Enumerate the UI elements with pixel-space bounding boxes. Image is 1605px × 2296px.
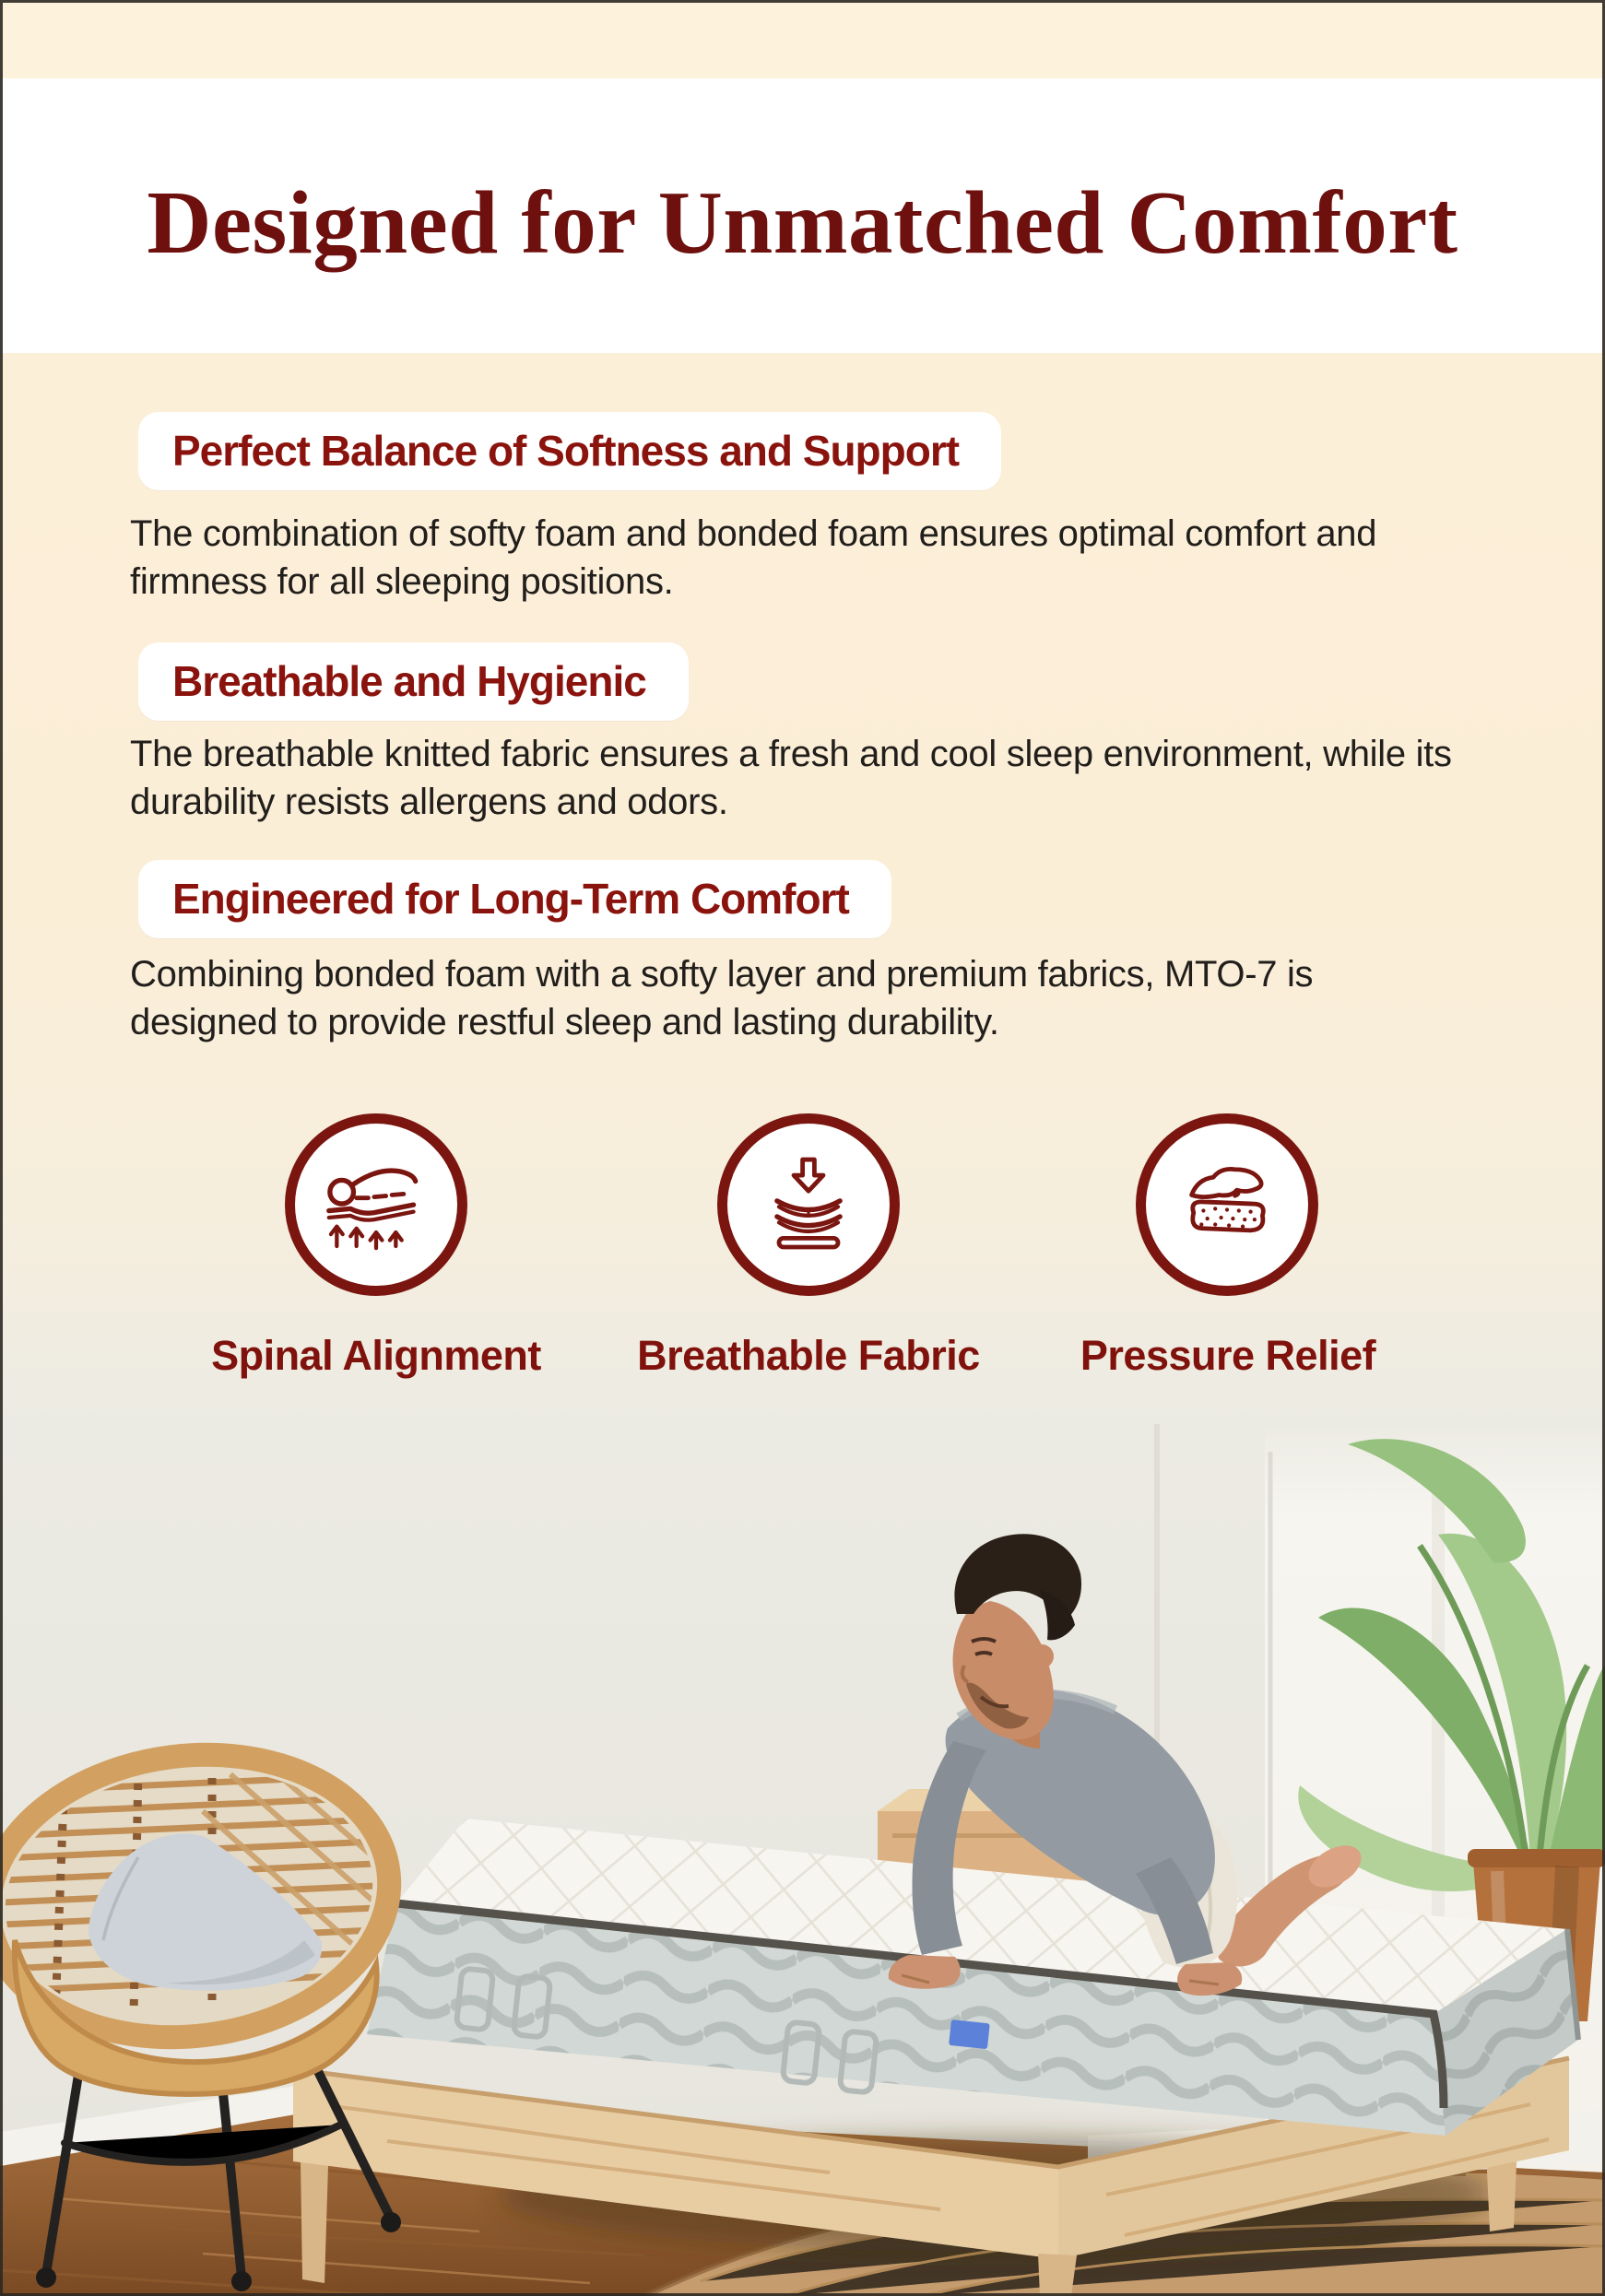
section-heading-pill bbox=[138, 642, 689, 721]
pressure-relief-icon bbox=[1168, 1144, 1286, 1266]
breathable-fabric-icon bbox=[749, 1144, 867, 1266]
page-title: Designed for Unmatched Comfort bbox=[147, 172, 1458, 272]
section-heading: Perfect Balance of Softness and Support bbox=[172, 427, 960, 475]
feature-circle-spinal-alignment bbox=[285, 1113, 467, 1296]
section-body: The combination of softy foam and bonded foam ensures optimal comfort and firmness for all sleeping positions. bbox=[130, 513, 1377, 602]
feature-label: Pressure Relief bbox=[1080, 1332, 1376, 1379]
lifestyle-photo bbox=[0, 1424, 1605, 2296]
top-cream-band bbox=[0, 0, 1605, 78]
section-body: Combining bonded foam with a softy layer and premium fabrics, MTO-7 is designed to provide restful sleep and lasting durability. bbox=[130, 954, 1314, 1042]
feature-circle-breathable-fabric bbox=[717, 1113, 900, 1296]
section-heading: Breathable and Hygienic bbox=[172, 657, 646, 705]
content-area bbox=[0, 353, 1605, 1424]
feature-label: Spinal Alignment bbox=[211, 1332, 541, 1379]
feature-circle-pressure-relief bbox=[1136, 1113, 1318, 1296]
section-heading-pill bbox=[138, 412, 1001, 490]
brand-tag bbox=[949, 2019, 990, 2049]
feature-label: Breathable Fabric bbox=[637, 1332, 980, 1379]
header bbox=[0, 78, 1605, 353]
section-heading: Engineered for Long-Term Comfort bbox=[172, 875, 849, 923]
section-heading-pill bbox=[138, 860, 891, 938]
spinal-alignment-icon bbox=[317, 1144, 435, 1266]
section-body: The breathable knitted fabric ensures a fresh and cool sleep environment, while its durability resists allergens and odors. bbox=[130, 734, 1452, 822]
